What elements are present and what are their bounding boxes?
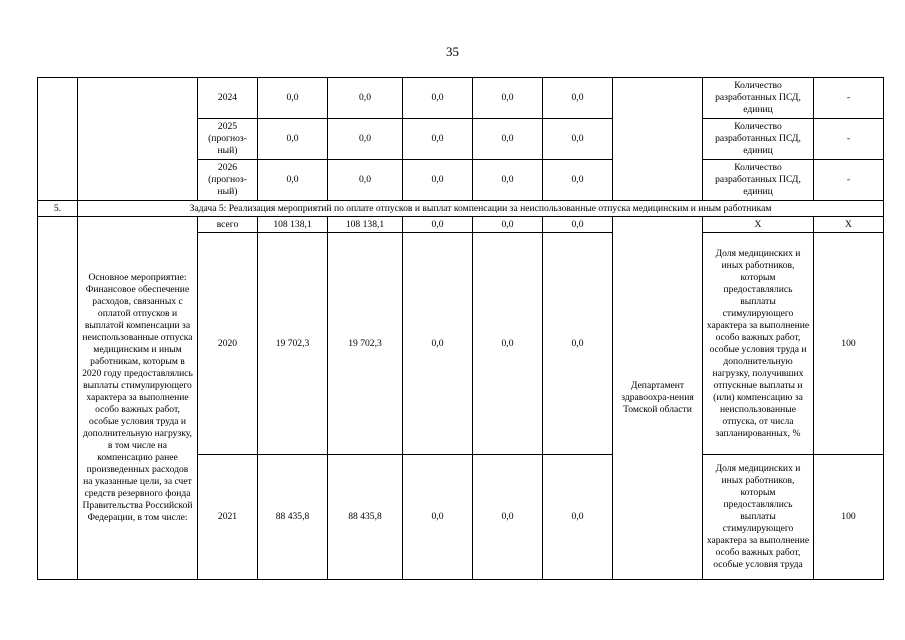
year-cell: 2020 — [198, 233, 258, 455]
row-number-cell — [38, 78, 78, 201]
task-row — [38, 201, 884, 217]
indicator-cell: Количество разработанных ПСД, единиц — [703, 160, 814, 201]
target-cell: - — [814, 119, 884, 160]
value-cell: 0,0 — [328, 78, 403, 119]
measure-name-cell — [78, 78, 198, 201]
indicator-cell: Доля медицинских и иных работников, которым предоставлялись выплаты стимулирующего характера за выполнение особо важных работ, особые условия труда — [703, 455, 814, 580]
program-table — [37, 77, 884, 580]
value-cell: 0,0 — [543, 217, 613, 233]
value-cell: 0,0 — [258, 119, 328, 160]
value-cell: 88 435,8 — [258, 455, 328, 580]
value-cell: 0,0 — [403, 233, 473, 455]
value-cell: 19 702,3 — [328, 233, 403, 455]
value-cell: 88 435,8 — [328, 455, 403, 580]
value-cell: 0,0 — [258, 78, 328, 119]
value-cell: 0,0 — [473, 119, 543, 160]
value-cell: 108 138,1 — [258, 217, 328, 233]
row-number-cell — [38, 217, 78, 580]
value-cell: 0,0 — [543, 78, 613, 119]
value-cell: 0,0 — [403, 78, 473, 119]
year-cell: 2024 — [198, 78, 258, 119]
value-cell: 0,0 — [473, 233, 543, 455]
year-cell: всего — [198, 217, 258, 233]
table-row — [38, 78, 884, 119]
value-cell: 0,0 — [403, 160, 473, 201]
target-cell: Х — [814, 217, 884, 233]
year-cell: 2021 — [198, 455, 258, 580]
value-cell: 0,0 — [543, 233, 613, 455]
value-cell: 0,0 — [403, 455, 473, 580]
year-cell: 2026 (прогноз-ный) — [198, 160, 258, 201]
task-title: Задача 5: Реализация мероприятий по оплате отпусков и выплат компенсации за неиспользованные отпуска медицинским и иным работникам — [78, 201, 884, 217]
value-cell: 0,0 — [473, 217, 543, 233]
indicator-cell: Количество разработанных ПСД, единиц — [703, 119, 814, 160]
value-cell: 0,0 — [403, 217, 473, 233]
measure-name-cell: Основное мероприятие: Финансовое обеспечение расходов, связанных с оплатой отпусков и выплатой компенсации за неиспользованные отпуска медицинским и иным работникам, которым в 2020 году предоставлялись выплаты стимулирующего характера за выполнение особо важных работ, особые условия труда и дополнительную нагрузку, в том числе на компенсацию ранее произведенных расходов на указанные цели, за счет средств резервного фонда Правительства Российской Федерации, в том числе: — [78, 217, 198, 580]
target-cell: - — [814, 160, 884, 201]
target-cell: - — [814, 78, 884, 119]
value-cell: 0,0 — [543, 119, 613, 160]
value-cell: 108 138,1 — [328, 217, 403, 233]
value-cell: 0,0 — [258, 160, 328, 201]
executor-cell: Департамент здравоохра-нения Томской области — [613, 217, 703, 580]
value-cell: 0,0 — [403, 119, 473, 160]
year-cell: 2025 (прогноз-ный) — [198, 119, 258, 160]
value-cell: 0,0 — [328, 119, 403, 160]
value-cell: 0,0 — [473, 160, 543, 201]
target-cell: 100 — [814, 455, 884, 580]
task-number: 5. — [38, 201, 78, 217]
value-cell: 0,0 — [543, 455, 613, 580]
executor-cell — [613, 78, 703, 201]
indicator-cell: Доля медицинских и иных работников, которым предоставлялись выплаты стимулирующего характера за выполнение особо важных работ, особые условия труда и дополнительную нагрузку, получивших отпускные выплаты и (или) компенсацию за неиспользованные отпуска, от числа запланированных, % — [703, 233, 814, 455]
indicator-cell: Количество разработанных ПСД, единиц — [703, 78, 814, 119]
indicator-cell: Х — [703, 217, 814, 233]
value-cell: 0,0 — [473, 78, 543, 119]
target-cell: 100 — [814, 233, 884, 455]
value-cell: 0,0 — [328, 160, 403, 201]
value-cell: 0,0 — [473, 455, 543, 580]
value-cell: 19 702,3 — [258, 233, 328, 455]
value-cell: 0,0 — [543, 160, 613, 201]
page-number: 35 — [446, 44, 459, 59]
table-row — [38, 217, 884, 233]
